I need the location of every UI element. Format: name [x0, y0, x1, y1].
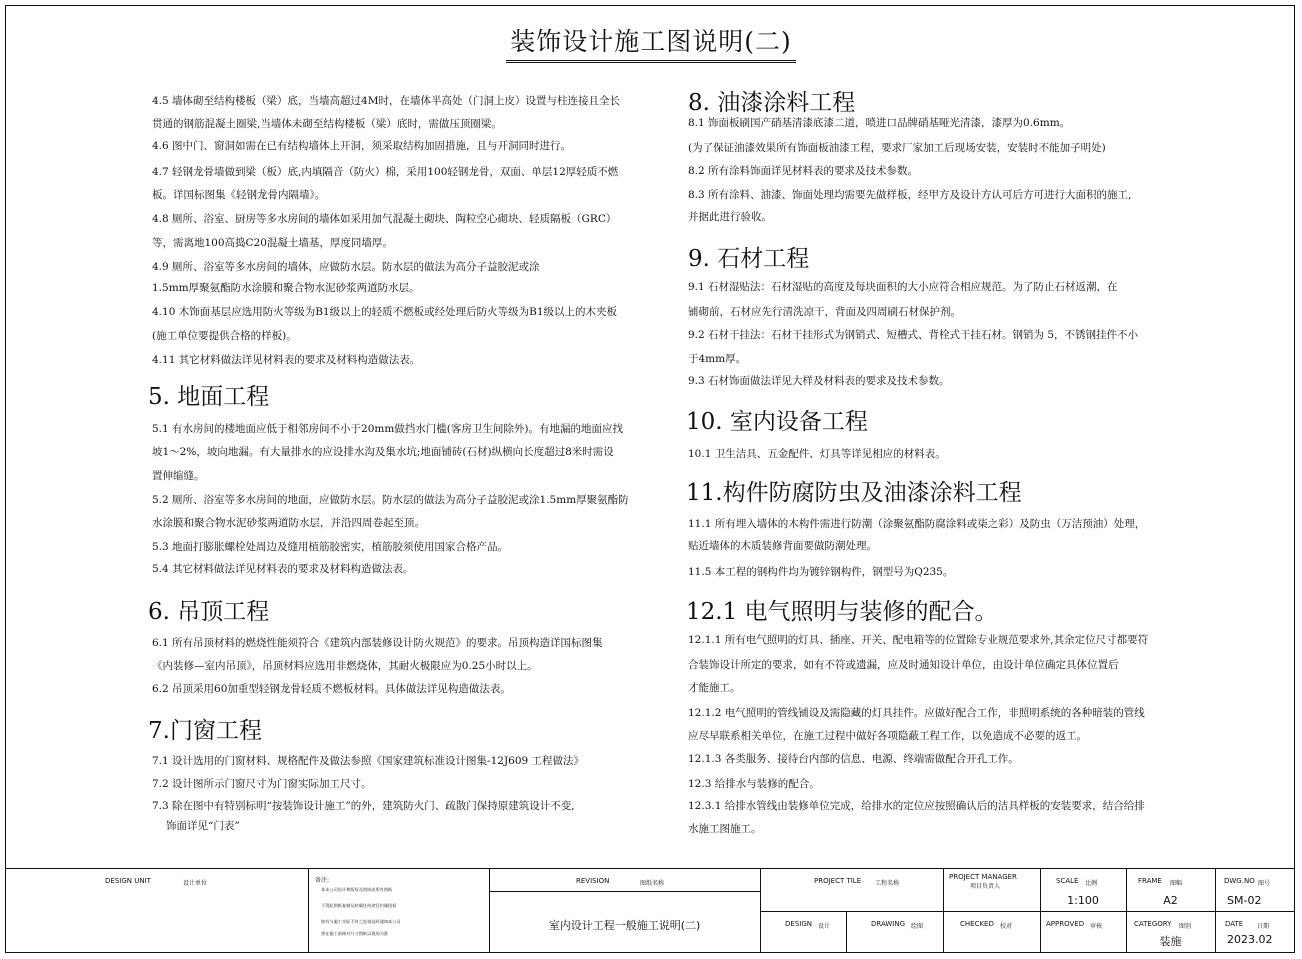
note-7-1: 7.1 设计选用的门窗材料、规格配件及做法参照《国家建筑标准设计图集-12J609 工程做法》 — [152, 755, 585, 767]
note-line: 如有与施工实际不符之处请及时通知本公司 — [321, 919, 401, 924]
date-value: 2023.02 — [1227, 933, 1273, 946]
note-5-2: 5.2 厕所、浴室等多水房间的地面，应做防水层。防水层的做法为高分子益胶泥或涂1.5mm厚聚氨酯防 — [152, 494, 629, 506]
heading-7: 7.门窗工程 — [148, 718, 262, 744]
checked-cn: 校对 — [1000, 923, 1013, 930]
note-4-10: 4.10 木饰面基层应选用防火等级为B1级以上的轻质不燃板或经处理后防火等级为B1级以上的木夹板 — [152, 306, 618, 318]
note-6-1: 6.1 所有吊顶材料的燃烧性能须符合《建筑内部装修设计防火规范》的要求。吊顶构造详国标图集 — [152, 637, 603, 649]
note-8-2: 8.2 所有涂料饰面详见材料表的要求及技术参数。 — [688, 165, 919, 177]
drawing-label: DRAWING — [871, 920, 906, 928]
page-title: 装饰设计施工图说明(二) — [0, 22, 1302, 63]
note-5-4: 5.4 其它材料做法详见材料表的要求及材料构造做法表。 — [152, 563, 414, 575]
note-11-5: 11.5 本工程的钢构件均为镀锌钢构件，钢型号为Q235。 — [688, 566, 954, 578]
heading-9: 9. 石材工程 — [688, 246, 810, 272]
note-12-3-1: 12.3.1 给排水管线由装修单位完成，给排水的定位应按照确认后的洁具样板的安装要求，结合给排 — [688, 800, 1145, 812]
heading-8: 8. 油漆涂料工程 — [688, 90, 856, 116]
note-12-3-1-cont: 水施工图施工。 — [688, 823, 762, 835]
note-4-9: 4.9 厕所、浴室等多水房间的墙体，应做防水层。防水层的做法为高分子益胶泥或涂 — [152, 261, 540, 273]
notes-label: 备注: — [315, 877, 330, 884]
note-4-9-cont: 1.5mm厚聚氨酯防水涂膜和聚合物水泥砂浆两道防水层。 — [152, 282, 420, 294]
note-8-3: 8.3 所有涂料、油漆、饰面处理均需要先做样板，经甲方及设计方认可后方可进行大面积的施工, — [688, 189, 1132, 201]
frame-cn: 图幅 — [1170, 880, 1183, 887]
note-9-2-cont: 于4mm厚。 — [688, 353, 747, 365]
heading-10: 10. 室内设备工程 — [686, 409, 868, 435]
project-title-label: PROJECT TILE — [814, 877, 862, 885]
note-line: 不得此图纸复制及转载任何途径均属侵权 — [321, 903, 397, 908]
note-4-6: 4.6 图中门、窗洞如需在已有结构墙体上开洞，须采取结构加固措施，且与开洞同时进行。 — [152, 140, 572, 152]
note-4-7-cont: 板。详国标图集《轻钢龙骨内隔墙》。 — [152, 189, 326, 201]
note-7-3: 7.3 除在图中有特别标明“按装饰设计施工”的外，建筑防火门、疏散门保持原建筑设计不变, — [152, 800, 575, 812]
dwg-no-label: DWG.NO — [1224, 877, 1255, 885]
note-8-3-cont: 并据此进行验收。 — [688, 211, 772, 223]
note-line: 本未公司设计和版权及图纸由所有图纸 — [321, 887, 393, 892]
category-value: 装施 — [1159, 935, 1182, 948]
title-block — [5, 868, 1295, 953]
note-8-1: 8.1 饰面板刷国产硝基清漆底漆二道，喷进口品牌硝基哑光清漆，漆厚为0.6mm。 — [688, 117, 1071, 129]
dwg-no-value: SM-02 — [1227, 894, 1262, 907]
note-12-1-2: 12.1.2 电气照明的管线铺设及需隐藏的灯具挂件。应做好配合工作，非照明系统的各种暗装的管线 — [688, 707, 1145, 719]
drawing-name: 室内设计工程一般施工说明(二) — [548, 919, 701, 932]
heading-11: 11.构件防腐防虫及油漆涂料工程 — [686, 480, 1022, 506]
heading-6: 6. 吊顶工程 — [148, 599, 270, 625]
note-7-3-cont: 饰面详见“门表” — [166, 820, 240, 832]
design-unit-cn: 设计单位 — [183, 880, 208, 887]
design-label: DESIGN — [785, 920, 812, 928]
project-manager-cn: 项目负责人 — [970, 883, 1001, 890]
note-7-2: 7.2 设计图所示门窗尺寸为门窗实际加工尺寸。 — [152, 778, 372, 790]
note-line: 须在施工前核对尺寸图纸以现场为准 — [321, 931, 389, 936]
approved-label: APPROVED — [1046, 920, 1085, 928]
scale-label: SCALE — [1056, 877, 1079, 885]
note-4-8: 4.8 厕所、浴室、厨房等多水房间的墙体如采用加气混凝土砌块、陶粒空心砌块、轻质隔板（GRC） — [152, 213, 617, 225]
revision-label: REVISION — [576, 877, 610, 885]
frame-label: FRAME — [1138, 877, 1162, 885]
note-5-1: 5.1 有水房间的楼地面应低于相邻房间不小于20mm做挡水门槛(客房卫生间除外)。有地漏的地面应找 — [152, 423, 624, 435]
note-11-1: 11.1 所有埋入墙体的木构件需进行防潮（涂聚氨酯防腐涂料或柒之彩）及防虫（万洁预油）处理， — [688, 518, 1146, 530]
note-8-1-cont: (为了保证油漆效果所有饰面板油漆工程，要求厂家加工后现场安装，安装时不能加子明处) — [688, 142, 1106, 154]
heading-5: 5. 地面工程 — [148, 384, 270, 410]
note-12-1-2-cont: 应尽早联系相关单位，在施工过程中做好各项隐蔽工程工作，以免造成不必要的返工。 — [688, 730, 1087, 742]
note-9-2: 9.2 石材干挂法：石材干挂形式为钢销式、短槽式、背栓式干挂石材。钢销为 5，不锈钢挂件不小 — [688, 329, 1139, 341]
note-12-1-1: 12.1.1 所有电气照明的灯具、插座、开关、配电箱等的位置除专业规范要求外,其余定位尺寸都要符 — [688, 634, 1149, 646]
note-9-1-cont: 铺砌前，石材应先行清洗凉干，背面及四周刷石材保护剂。 — [688, 306, 961, 318]
note-4-11: 4.11 其它材料做法详见材料表的要求及材料构造做法表。 — [152, 354, 421, 366]
heading-12: 12.1 电气照明与装修的配合。 — [686, 599, 998, 625]
note-12-1-1-cont: 合装饰设计所定的要求，如有不符或遗漏，应及时通知设计单位，由设计单位确定具体位置后 — [688, 659, 1119, 671]
revision-cn: 图纸名称 — [640, 880, 665, 887]
note-9-3: 9.3 石材饰面做法详见大样及材料表的要求及技术参数。 — [688, 375, 950, 387]
note-5-3: 5.3 地面打膨胀螺栓处周边及缝用植筋胶密实，植筋胶须使用国家合格产品。 — [152, 541, 509, 553]
design-cn: 设计 — [818, 923, 831, 930]
note-6-2: 6.2 吊顶采用60加重型轻钢龙骨轻质不燃板材料。具体做法详见构造做法表。 — [152, 683, 511, 695]
note-5-1-cont2: 置伸缩缝。 — [152, 470, 205, 482]
note-12-1-1-cont2: 才能施工。 — [688, 682, 741, 694]
approved-cn: 审核 — [1090, 923, 1103, 930]
note-4-10-cont: (施工单位要提供合格的样板)。 — [152, 330, 297, 342]
design-unit-label: DESIGN UNIT — [105, 877, 151, 885]
project-manager-label: PROJECT MANAGER — [949, 873, 1017, 881]
category-cn: 图别 — [1179, 923, 1192, 930]
note-9-1: 9.1 石材湿贴法：石材湿贴的高度及每块面积的大小应符合相应规范。为了防止石材返潮，在 — [688, 281, 1118, 293]
note-12-3: 12.3 给排水与装修的配合。 — [688, 778, 820, 790]
date-label: DATE — [1225, 920, 1244, 928]
scale-cn: 比例 — [1085, 880, 1098, 887]
note-4-7: 4.7 轻钢龙骨墙做到梁（板）底,内填隔音（防火）棉，采用100轻钢龙骨，双面、单层12厚轻质不燃 — [152, 166, 619, 178]
dwg-no-cn: 图号 — [1258, 880, 1271, 887]
scale-value: 1:100 — [1067, 894, 1099, 907]
note-5-2-cont: 水涂膜和聚合物水泥砂浆两道防水层，并沿四周卷起至顶。 — [152, 517, 425, 529]
frame-value: A2 — [1163, 894, 1178, 907]
date-cn: 日期 — [1257, 923, 1270, 930]
drawing-cn: 绘图 — [911, 923, 924, 930]
category-label: CATEGORY — [1134, 920, 1172, 928]
note-6-1-cont: 《内装修—室内吊顶》，吊顶材料应选用非燃烧体，其耐火极限应为0.25小时以上。 — [152, 660, 538, 672]
project-title-cn: 工程名称 — [875, 880, 900, 887]
note-12-1-3: 12.1.3 各类服务、接待台内部的信息、电源、终端需做配合开孔工作。 — [688, 753, 1019, 765]
note-4-8-cont: 等，需离地100高捣C20混凝土墙基，厚度同墙厚。 — [152, 237, 393, 249]
checked-label: CHECKED — [960, 920, 994, 928]
note-4-5-cont: 贯通的钢筋混凝土圈梁,当墙体未砌至结构楼板（梁）底时，需做压顶圈梁。 — [152, 118, 502, 130]
note-4-5: 4.5 墙体砌至结构楼板（梁）底，当墙高超过4M时，在墙体半高处（门洞上皮）设置与柱连接且全长 — [152, 95, 620, 107]
note-5-1-cont: 坡1～2%，坡向地漏。有大量排水的应设排水沟及集水坑;地面铺砖(石材)纵横向长度超过8米时需设 — [152, 446, 614, 458]
note-10-1: 10.1 卫生洁具、五金配件、灯具等详见相应的材料表。 — [688, 448, 946, 460]
note-11-1-cont: 贴近墙体的木质装修背面要做防潮处理。 — [688, 540, 877, 552]
